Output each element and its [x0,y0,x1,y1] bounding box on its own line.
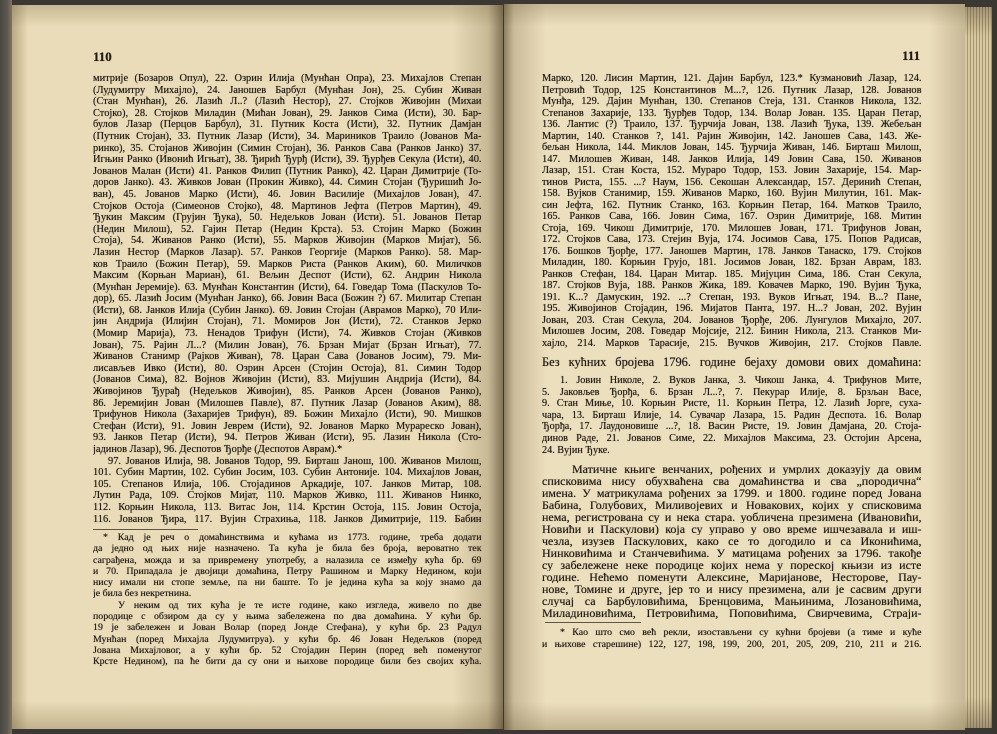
paragraph-line-text: списковима нису обухваћена сва домаћинства и сва „породична“ [542,475,922,487]
list-line-text: (Стан Мунћан), 26. Лазић Л..? (Лазић Нестор), 27. Стојков Живојин (Михаи [93,96,482,108]
list-line-text: Живојинов Ђурађ (Недељков Живојин), 85. Ранков Арсен (Јованов Ранко), [93,386,482,398]
list-line-text: тинов Риста, 155. ...? Наум, 156. Секошан Александар, 157. Деринић Степан, [542,176,922,188]
footnote-line-text: У неким од тих кућа је те исте године, како изгледа, живело по две [118,599,482,611]
list-line [93,270,482,282]
list-line-text: јин Андрија (Илијин Стојан), 71. Момиров Јон (Исти), 72. Станков Јерко [93,316,482,328]
list-line [93,490,482,502]
footnote-line [93,634,482,645]
list-line-text: 147. Милошев Живан, 148. Јанков Илија, 149 Јовин Сава, 150. Живанов [542,153,922,165]
list-line-text: бељан Никола, 144. Миклов Јован, 145. Ђурчија Живан, 146. Бирташ Милош, [542,142,922,153]
list-line-text: 86. Јеремијин Јован (Милошев Павле), 87. Путник Лазар (Јованов Аким), 88. [93,397,482,409]
list-line [93,363,482,375]
list-line [93,340,482,352]
footnote-line [93,577,482,588]
list-line [93,73,482,85]
paragraph-line [542,607,922,619]
list-line [542,326,922,338]
list-line [542,338,922,350]
list-line-text: (Исти), 68. Јанков Илија (Субин Јанко). 69. Јовин Стојан (Аврамов Марко), 70 Или- [93,304,482,316]
list-line-text: Степанов Захарије, 133. Ђурђев Тодор, 134. Волар Јован. 135. Царан Петар, [542,107,922,119]
list-line [542,177,922,189]
list-line [542,234,922,246]
footnote-line-text: и 70. Припадала је двојици домаћина, Петру Рашином и Марку Недином, који [93,565,482,577]
list-line [542,85,922,97]
list-line [542,119,922,131]
list-line [93,212,482,224]
list-line [93,421,482,433]
list-line-text: булов Лазар (Перцов Барбул), 31. Путник Коста (Исти), 32. Путник Дамјан [93,119,482,131]
list-line-text: Ђукин Максим (Грујин Ђука), 50. Недељков Јован (Исти). 51. Јованов Петар [93,212,482,224]
list-line-text: Марко, 120. Лисин Мартин, 121. Дајин Барбул, 123.* Кузмановић Лазар, 124. [542,73,922,84]
list-line [93,293,482,305]
list-line [93,351,482,363]
paragraph-line-text: Матичне књиге венчаних, рођених и умрлих доказују да овим [572,463,922,475]
paragraph-line [542,559,922,571]
list-line [93,177,482,189]
scan-border-right [992,0,997,734]
list-line [542,165,922,177]
list-line [542,375,922,387]
list-line-text: 101. Субин Мартин, 102. Субин Јосим, 103. Субин Антоније. 104. Михајлов Јован, [93,467,482,479]
footnote-rule [545,622,641,623]
list-line-text: 97. Јованов Илија, 98. Јованов Тодор, 99. Бирташ Јанош, 100. Живанов Милош, [108,455,482,467]
list-line [542,211,922,223]
list-line-text: Лутин Рада, 109. Стојков Мијат, 110. Марков Живко, 111. Живанов Нинко, [93,490,482,502]
list-line-text: (Мунћан Јеремије). 63. Мунћан Константин (Исти), 64. Говедар Тома (Паскулов То- [93,281,482,293]
footnote-line [93,532,482,543]
footnote-line-text: 19 је забележен и Јован Волар (поред Јонде Стефана), у кући бр. 23 Радул [93,622,482,634]
footnote-line-text: * Као што смо већ рекли, изостављени су кућни бројеви (а тиме и куће [560,627,922,638]
footnote-line [93,656,482,667]
list-line-text: чара, 13. Бирташ Илије, 14. Сувачар Лазара, 15. Радин Деспота. 16. Волар [542,409,922,421]
book-page-right [504,4,965,730]
footnote-rule [93,529,198,530]
footnote [542,627,922,650]
list-line-text: динов Раде, 21. Јованов Симе, 22. Михајлов Максима, 23. Остојин Арсена, [542,432,922,444]
list-line-text: Јован), 75. Рајин Л...? (Милин Јован), 76. Брзан Мијат (Брзан Игњат), 77. [93,339,482,351]
list-line [93,374,482,386]
list-line-text: 5. Јаковљев Ђорђа, 6. Брзан Л...?, 7. Пекурар Илије, 8. Брзљан Васе, [542,386,922,398]
list-line [93,189,482,201]
footnote-line-text: саграђена, можда и за привремену употребу, а налазила се између кућа бр. 69 [93,554,482,566]
list-line-text: 195. Живојинов Стојадин, 196. Мијатов Панта, 197. Н...? Јован, 202. Вујин [542,303,922,314]
list-line-text: Максим (Корњан Мариан), 61. Вељин Деспот (Исти), 62. Андрин Никола [93,270,482,282]
section-heading-line [542,355,922,369]
list-line-text: ринко), 35. Стојанов Живојин (Симин Стојан), 36. Ранков Сава (Ранков Јанко) 37. [93,142,482,154]
list-line-text: Живанов Станимр (Рајков Живан), 78. Царан Сава (Јованов Јосим), 79. Ми- [93,351,482,363]
footnote-line [93,566,482,577]
list-line [542,421,922,433]
list-line-text: Лазин Нестор (Марков Лазар). 57. Ранков Георгије (Марков Ранко). 58. Мар- [93,246,482,258]
list-line-text: 191. К...? Дамускин, 192. ...? Степан, 193. Вуков Игњат, 194. В...? Пане, [542,291,922,303]
paragraph-line [542,499,922,511]
list-line-text: 1. Јовин Николе, 2. Вуков Јанка, 3. Чикош Јанка, 4. Трифунов Мите, [560,375,922,386]
list-line [93,108,482,120]
page-number: 111 [902,48,921,63]
footnote-line [93,611,482,622]
list-line [93,201,482,213]
list-line [93,398,482,410]
list-line [542,280,922,292]
list-line [93,96,482,108]
list-line [93,154,482,166]
list-line [542,246,922,258]
footnote-line-text: * Кад је реч о домаћинствима и кућама из 1773. године, треба додати [103,532,482,543]
list-line-text: 93. Јанков Петар (Исти), 94. Петров Живан (Исти), 95. Лазин Никола (Сто- [93,432,482,444]
list-line [93,131,482,143]
list-line [542,445,922,457]
footnote-line-text: да једно од њих није назначено. Та кућа је била без броја, вероватно тек [93,543,482,555]
list-line [93,328,482,340]
list-line [93,409,482,421]
paragraph-line-text: Нинковићима и Станчевићима. У матицама рођених за 1796. такође [542,547,922,559]
paragraph-line-text: године. Нећемо поменути Алексине, Маријанове, Несторове, Пау- [542,571,922,583]
paragraph-line-text: су забележене неке породице којих нема у пореској књизи из исте [542,559,922,571]
footnote-line [93,555,482,566]
list-line-text: Трифунов Никола (Захаријев Трифун), 89. Божин Михајло (Исти), 90. Мишков [93,409,482,421]
list-line-text: 112. Корњин Никола, 113. Витас Јон, 114. Крстин Остоја, 115. Јовин Остоја, [93,501,482,513]
list-line [542,269,922,281]
list-line-text: Лазар, 151. Стан Коста, 152. Мураро Тодор, 153. Јовин Захарије, 154. Мар- [542,165,922,176]
list-line-text: Стоја), 54. Живанов Ранко (Исти), 55. Марков Живојин (Марков Мијат), 56. [93,235,482,247]
household-list [93,73,482,525]
list-line-text: Петровић Тодор, 125 Константинов М...?, 126. Путник Лазар, 128. Јованов [542,84,922,96]
list-line-text: Јован, 203. Стан Секула, 204. Јованов Ђорђе, 206. Лунгулов Михајло, 207. [542,314,922,326]
unnumbered-households-list [542,375,922,456]
list-line [93,259,482,271]
list-line-text: (Путник Стојан), 33. Путник Лазар (Исти), 34. Мариников Траило (Јованов Ма- [93,130,482,142]
footnote-line-text: породице с обзиром да су у њима забележена по два домаћина. У кући бр. [93,611,482,623]
list-line-text: ван), 45. Јованов Марко (Исти), 46. Јовин Василије (Михајлов Јован), 47. [93,188,482,200]
list-line [93,432,482,444]
section-heading-text: Без кућних бројева 1796. године бејаху домови ових домаћина: [542,355,922,369]
household-list [542,73,922,349]
list-line-text: 158. Вујков Станимир, 159. Живанов Марко, 160. Вујин Милутин, 161. Мак- [542,188,922,199]
list-line-text: Ранков Стефан, 184. Царан Митар. 185. Мијуцин Сима, 186. Стан Секула, [542,268,922,280]
paragraph-line [542,547,922,559]
paragraph-line [542,487,922,499]
list-line-text: јадинов Лазар), 96. Деспотов Ђорђе (Деспотов Аврам).* [93,444,343,455]
paragraph-line [542,583,922,595]
list-line-text: хајло, 214. Марков Тарасије, 215. Вучков Живојин, 217. Стојков Павле. [542,337,922,349]
body-paragraph [542,463,922,619]
list-line-text: (Момир Марија), 73. Ненадов Трифун (Исти), 74. Живков Стојан (Живков [93,328,482,340]
list-line-text: Стефан (Исти), 91. Јовин Јеврем (Исти), 92. Јованов Марко Мурареско Јован), [93,420,482,432]
list-line-text: (Јованов Сима), 82. Војнов Живојин (Исти), 83. Мијушин Андрија (Исти), 84. [93,374,482,386]
paragraph-line [542,535,922,547]
book-page-left [12,5,503,729]
list-line-text: (Лудумитру Михајло), 24. Јаношев Барбул (Мунћан Јон), 25. Субин Живан [93,84,482,96]
list-line [93,479,482,491]
paragraph-line-text: нове, Томине и друге, јер то и нису презимена, али је сасвим други [542,583,922,595]
list-line [542,73,922,85]
list-line-text: Ђорђа, 17. Лаудоновише ...?, 18. Васин Ристе, 19. Јовин Дамјана, 20. Стоја- [542,421,922,433]
list-line [542,292,922,304]
list-line-text: митрије (Бозаров Опул), 22. Озрин Илија (Мунћан Опра), 23. Михајлов Степан [93,73,482,84]
list-line-text: ков Траило (Божин Петар), 59. Марков Риста (Ранков Аким), 60. Миличков [93,258,482,270]
section-heading [542,355,922,369]
list-line-text: 105. Степанов Илија, 106. Стојадинов Аркадије, 107. Јанков Митар, 108. [93,478,482,490]
paragraph-line [542,463,922,475]
paragraph-line-text: случај са Барбуловићима, Бренцовима, Мањинима, Лозановићима, [542,595,922,607]
list-line [93,119,482,131]
paragraph-line-text: чезла, изузев Паскулових, како се то догодило и са Иконићима, [542,535,922,547]
list-line-text: 165. Ранков Сава, 166. Јовин Сима, 167. Озрин Димитрије, 168. Митин [542,211,922,222]
list-line [542,108,922,120]
list-line-text: Стојков Остоја (Симеонов Стојко), 48. Мартинов Јефта (Петров Мартин), 49. [93,200,482,212]
list-line [93,305,482,317]
list-line [542,398,922,410]
footnote-line [93,645,482,656]
list-line-text: Игњин Ранко (Ивонић Игњат), 38. Ђирић Ђурђ (Исти), 39. Ђурђев Секула (Исти), 40. [93,154,482,166]
list-line [93,143,482,155]
list-line-text: Стојко), 28. Стојков Миладин (Мићан Јован), 29. Јанков Сима (Исти), 30. Бар- [93,107,482,119]
list-line-text: Милошев Јосим, 208. Говедар Мојсије, 212. Бинин Никола, 213. Станков Ми- [542,326,922,337]
list-line-text: Мартин, 140. Станков ?, 141. Рајин Живојин, 142. Јаношев Сава, 143. Же- [542,130,922,142]
footnote-line [93,543,482,554]
list-line [542,142,922,154]
list-line [542,200,922,212]
list-line [542,433,922,445]
list-line [93,85,482,97]
footnote-line [93,600,482,611]
list-line-text: 187. Стојков Вуја, 188. Ранков Жика, 189. Ковачев Марко, 190. Вујин Ђука, [542,280,922,291]
list-line [93,247,482,259]
list-line-text: (Недин Милош), 52. Гајин Петар (Недин Крста). 53. Стојин Марко (Божин [93,223,482,235]
list-line [542,188,922,200]
footnote [93,532,482,668]
footnote-line [93,588,482,599]
list-line [93,224,482,236]
footnote-line-text: нису имали ни стопе земље, па ни баште. То је једина кућа за коју знамо да [93,577,482,589]
list-line-text: 172. Стојков Сава, 173. Стејин Вуја, 174. Јосимов Сава, 175. Попов Радисав, [542,234,922,245]
list-line [542,303,922,315]
list-line-text: 176. Бошков Ђорђе, 177. Јаношев Мартин, 178. Јанков Танаско, 179. Стојков [542,245,922,257]
list-line [93,444,482,456]
paragraph-line-text: Бабина, Голубових, Миливојевих и Новакових, којих у списковима [542,499,922,511]
footnote-line [542,639,922,651]
list-line [542,257,922,269]
list-line-text: син Јефта, 162. Путник Станко, 163. Корњин Петар, 164. Матков Траило, [542,199,922,211]
list-line [93,456,482,468]
list-line [542,154,922,166]
list-line-text: лисављев Ивко (Исти), 80. Озрин Арсен (Стојин Остоја), 81. Симин Тодор [93,362,482,374]
list-line [93,282,482,294]
list-line-text: Јованов Малан (Исти) 41. Ранков Филип (Путник Ранко), 42. Царан Димитрије (То- [93,165,482,177]
footnote-line-text: Јована Михајловог, а у кући бр. 52 Стојадин Перин (поред већ поменутог [93,644,482,656]
paragraph-line [542,511,922,523]
list-line-text: Мунђа, 129. Дајин Мунћан, 130. Степанов Стеја, 131. Станков Никола, 132. [542,96,922,107]
list-line [542,96,922,108]
list-line-text: доров Јанко). 43. Живков Јован (Прокин Живко), 44. Симин Стојан (Ђуришић Јо- [93,177,482,189]
paragraph-line [542,571,922,583]
list-line [542,410,922,422]
footnote-line-text: Крсте Недином), па ће бити да су они и њихове породице били без својих кућа. [93,656,482,668]
paragraph-line-text: Миладиновићима, Петровићима, Поповићима, Свирчевима, Страји- [542,607,922,619]
footnote-line [93,622,482,633]
page-edges [965,7,992,728]
list-line-text: Стоја, 169. Чикош Димитрије, 170. Милошев Јован, 171. Трифунов Јован, [542,222,922,234]
list-line [93,386,482,398]
paragraph-line [542,523,922,535]
footnote-line [542,627,922,639]
list-line [542,223,922,235]
list-line-text: 24. Вујин Ђуке. [542,444,610,456]
list-line [93,235,482,247]
list-line [542,315,922,327]
list-line-text: 116. Јованов Ђира, 117. Вујин Страхиња, 118. Јанков Димитрије, 119. Бабин [93,513,482,525]
list-line-text: дор), 65. Лазић Јосим (Мунћан Јанко), 66. Јовин Васа (Божин ?) 67. Милитар Степан [93,293,482,305]
list-line [542,387,922,399]
list-line [542,131,922,143]
footnote-line-text: је била без некретнина. [93,588,192,600]
paragraph-line-text: имена. У матрикулама рођених за 1799. и 1800. године поред Јована [542,487,922,499]
scan-border-left [0,0,12,734]
paragraph-line [542,595,922,607]
footnote-line-text: и њихове старешине) 122, 127, 198, 199, 200, 201, 205, 209, 210, 211 и 216. [542,638,922,650]
list-line [93,467,482,479]
list-line-text: 9. Стан Миње, 10. Корњин Ристе, 11. Корњин Петра, 12. Лазић Јорге, суха- [542,398,922,410]
list-line-text: 136. Лантис (?) Траило, 137. Ђурчија Јован, 138. Лазић Ђука, 139. Жебељан [542,119,922,130]
list-line [93,316,482,328]
paragraph-line [542,475,922,487]
paragraph-line-text: нема, регистрована су и нека стара. уобличена презимена (Ивановићи, [542,511,922,523]
list-line [93,514,482,526]
list-line-text: Миладин, 180. Корњин Грујо, 181. Јосимов Јован, 182. Брзан Аврам, 183. [542,257,922,268]
footnote-line-text: Мунћан (поред Михајла Лудумитруа). у кући бр. 46 Јован Недељков (поред [93,633,482,645]
paragraph-line-text: Новићи и Паскулови) која су управо у ово време ишчезавала и иш- [542,523,922,535]
page-number: 110 [93,49,112,64]
list-line [93,166,482,178]
list-line [93,502,482,514]
